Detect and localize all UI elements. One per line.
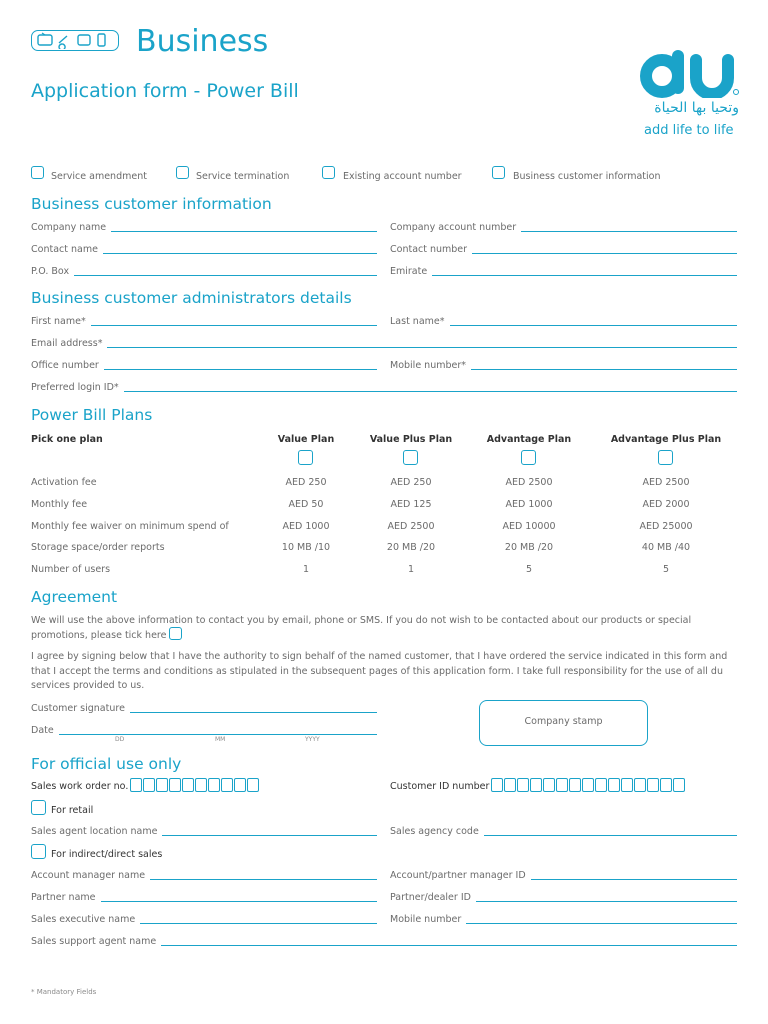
partner-name-label: Partner name bbox=[31, 892, 96, 903]
plan-cell: 1 bbox=[302, 564, 310, 575]
plan-col-advantage-plus: Advantage Plus Plan bbox=[610, 434, 722, 445]
company-stamp-box[interactable] bbox=[479, 700, 648, 746]
tagline-arabic: وتحيا بها الحياة bbox=[654, 100, 739, 116]
agency-code-label: Sales agency code bbox=[390, 826, 479, 837]
plan-cell: AED 50 bbox=[288, 499, 324, 510]
account-manager-field[interactable] bbox=[31, 870, 377, 882]
plan-row-label: Number of users bbox=[31, 564, 111, 575]
agent-location-label: Sales agent location name bbox=[31, 826, 158, 837]
plan-cell: AED 2500 bbox=[642, 477, 690, 488]
agreement-line-1: I agree by signing below that I have the authority to sign behalf of the named customer, that I have ordered the service indicated in this form and bbox=[31, 651, 728, 662]
account-manager-label: Account manager name bbox=[31, 870, 146, 881]
agreement-line-3: services provided to us. bbox=[31, 680, 145, 691]
plan-row-label: Storage space/order reports bbox=[31, 542, 165, 553]
agency-code-field[interactable] bbox=[390, 826, 737, 838]
po-box-label: P.O. Box bbox=[31, 266, 70, 277]
customer-id-cells[interactable] bbox=[491, 778, 686, 792]
official-use-heading: For official use only bbox=[31, 755, 182, 773]
dealer-id-label: Partner/dealer ID bbox=[390, 892, 471, 903]
plan-cell: 10 MB /10 bbox=[281, 542, 331, 553]
plan-cell: AED 2000 bbox=[642, 499, 690, 510]
business-customer-info-checkbox[interactable] bbox=[492, 166, 505, 179]
contact-number-label: Contact number bbox=[390, 244, 468, 255]
company-account-label: Company account number bbox=[390, 222, 517, 233]
company-account-field[interactable] bbox=[390, 222, 737, 234]
contact-name-label: Contact name bbox=[31, 244, 98, 255]
date-yyyy-hint: YYYY bbox=[305, 736, 320, 743]
company-name-label: Company name bbox=[31, 222, 107, 233]
plan-cell: 5 bbox=[525, 564, 533, 575]
support-agent-field[interactable] bbox=[31, 936, 737, 948]
customer-id-field[interactable] bbox=[390, 778, 686, 792]
for-retail-checkbox[interactable] bbox=[31, 800, 46, 815]
plan-cell: AED 25000 bbox=[639, 521, 693, 532]
plan-col-value-plus: Value Plus Plan bbox=[369, 434, 453, 445]
first-name-field[interactable] bbox=[31, 316, 377, 328]
sales-work-order-cells[interactable] bbox=[130, 778, 260, 792]
sales-executive-field[interactable] bbox=[31, 914, 377, 926]
advantage-plan-checkbox[interactable] bbox=[521, 450, 536, 465]
mobile-number-field[interactable] bbox=[390, 360, 737, 372]
service-termination-label: Service termination bbox=[196, 171, 290, 182]
brand-word: Business bbox=[136, 24, 269, 59]
customer-info-heading: Business customer information bbox=[31, 195, 272, 213]
dealer-id-field[interactable] bbox=[390, 892, 737, 904]
advantage-plus-plan-checkbox[interactable] bbox=[658, 450, 673, 465]
business-customer-info-label: Business customer information bbox=[513, 171, 661, 182]
plan-col-advantage: Advantage Plan bbox=[486, 434, 572, 445]
plan-cell: AED 250 bbox=[390, 477, 432, 488]
plan-col-value: Value Plan bbox=[277, 434, 335, 445]
agreement-line-2: that I accept the terms and conditions as stipulated in the subsequent pages of this application form. I take full responsibility for the use of all du bbox=[31, 665, 723, 677]
value-plan-checkbox[interactable] bbox=[298, 450, 313, 465]
plan-cell: AED 250 bbox=[285, 477, 327, 488]
plan-cell: AED 1000 bbox=[282, 521, 330, 532]
service-amendment-checkbox[interactable] bbox=[31, 166, 44, 179]
indirect-direct-checkbox[interactable] bbox=[31, 844, 46, 859]
customer-id-label: Customer ID number bbox=[390, 781, 490, 792]
consent-line-1: We will use the above information to contact you by email, phone or SMS. If you do not wish to be contacted about our products or special bbox=[31, 615, 692, 626]
official-mobile-field[interactable] bbox=[390, 914, 737, 926]
support-agent-label: Sales support agent name bbox=[31, 936, 157, 947]
form-title: Application form - Power Bill bbox=[31, 80, 299, 102]
pick-plan-label: Pick one plan bbox=[31, 434, 103, 445]
sales-work-order-field[interactable] bbox=[31, 778, 260, 792]
for-retail-label: For retail bbox=[51, 805, 94, 816]
office-number-field[interactable] bbox=[31, 360, 377, 372]
agreement-heading: Agreement bbox=[31, 588, 118, 606]
plan-cell: AED 10000 bbox=[502, 521, 556, 532]
partner-manager-id-label: Account/partner manager ID bbox=[390, 870, 526, 881]
du-logo bbox=[640, 50, 740, 98]
plan-cell: AED 125 bbox=[390, 499, 432, 510]
plan-row-label: Monthly fee waiver on minimum spend of bbox=[31, 521, 229, 532]
plan-cell: 20 MB /20 bbox=[504, 542, 554, 553]
plans-heading: Power Bill Plans bbox=[31, 406, 153, 424]
po-box-field[interactable] bbox=[31, 266, 377, 278]
admin-heading: Business customer administrators details bbox=[31, 289, 352, 307]
customer-signature-field[interactable] bbox=[31, 703, 377, 715]
existing-account-checkbox[interactable] bbox=[322, 166, 335, 179]
partner-manager-id-field[interactable] bbox=[390, 870, 737, 882]
first-name-label: First name* bbox=[31, 316, 86, 327]
plan-cell: AED 2500 bbox=[505, 477, 553, 488]
service-icons bbox=[32, 32, 118, 49]
plan-cell: 5 bbox=[662, 564, 670, 575]
value-plus-plan-checkbox[interactable] bbox=[403, 450, 418, 465]
login-id-label: Preferred login ID* bbox=[31, 382, 119, 393]
tagline-english: add life to life bbox=[644, 123, 734, 138]
office-number-label: Office number bbox=[31, 360, 99, 371]
opt-out-checkbox[interactable] bbox=[169, 627, 182, 640]
plan-cell: 20 MB /20 bbox=[386, 542, 436, 553]
sales-work-order-label: Sales work order no. bbox=[31, 781, 129, 792]
indirect-direct-label: For indirect/direct sales bbox=[51, 849, 163, 860]
company-name-field[interactable] bbox=[31, 222, 377, 234]
contact-number-field[interactable] bbox=[390, 244, 737, 256]
plan-row-label: Activation fee bbox=[31, 477, 97, 488]
contact-consent-text bbox=[31, 614, 751, 643]
plan-cell: 1 bbox=[407, 564, 415, 575]
consent-line-2: promotions, please tick here bbox=[31, 629, 167, 641]
contact-name-field[interactable] bbox=[31, 244, 377, 256]
official-mobile-label: Mobile number bbox=[390, 914, 462, 925]
signature-label: Customer signature bbox=[31, 703, 125, 714]
date-dd-hint: DD bbox=[115, 736, 125, 743]
service-termination-checkbox[interactable] bbox=[176, 166, 189, 179]
login-id-field[interactable] bbox=[31, 382, 737, 394]
mandatory-note: * Mandatory Fields bbox=[31, 988, 97, 996]
plan-cell: AED 2500 bbox=[387, 521, 435, 532]
service-icons-badge bbox=[31, 30, 119, 51]
date-field[interactable] bbox=[31, 725, 377, 737]
plan-row-label: Monthly fee bbox=[31, 499, 88, 510]
email-label: Email address* bbox=[31, 338, 103, 349]
last-name-label: Last name* bbox=[390, 316, 445, 327]
plan-cell: 40 MB /40 bbox=[641, 542, 691, 553]
date-mm-hint: MM bbox=[215, 736, 226, 743]
existing-account-label: Existing account number bbox=[343, 171, 462, 182]
email-field[interactable] bbox=[31, 338, 737, 350]
agent-location-field[interactable] bbox=[31, 826, 377, 838]
emirate-label: Emirate bbox=[390, 266, 428, 277]
last-name-field[interactable] bbox=[390, 316, 737, 328]
plan-cell: AED 1000 bbox=[505, 499, 553, 510]
company-stamp-label: Company stamp bbox=[524, 716, 603, 727]
service-amendment-label: Service amendment bbox=[51, 171, 147, 182]
emirate-field[interactable] bbox=[390, 266, 737, 278]
mobile-number-label: Mobile number* bbox=[390, 360, 467, 371]
sales-executive-label: Sales executive name bbox=[31, 914, 136, 925]
date-label: Date bbox=[31, 725, 54, 736]
partner-name-field[interactable] bbox=[31, 892, 377, 904]
authority-agreement-text bbox=[31, 650, 756, 694]
